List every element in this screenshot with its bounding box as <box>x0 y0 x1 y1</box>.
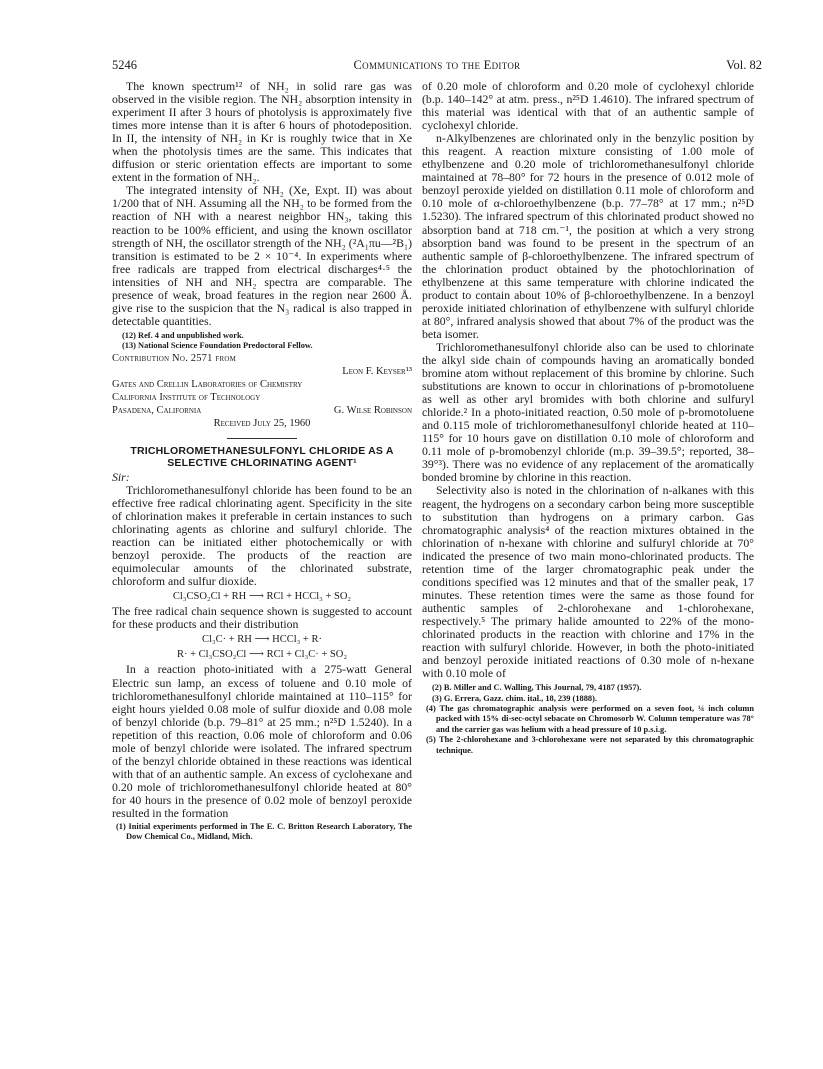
equation: R· + Cl₃CSO₂Cl ⟶ RCl + Cl₃C· + SO₂ <box>177 649 347 661</box>
paragraph: The free radical chain sequence shown is suggested to account for these products and their distribution <box>112 604 412 632</box>
section-divider <box>227 438 297 439</box>
footnote: (13) National Science Foundation Predoctoral Fellow. <box>122 341 313 351</box>
equation: Cl₃C· + RH ⟶ HCCl₃ + R· <box>202 634 322 646</box>
paragraph: n-Alkylbenzenes are chlorinated only in the benzylic position by this reagent. A reaction mixture consisting of 1.00 mole of ethylbenzene and 0.20 mole of trichloromethanesulfonyl chloride maintained at 78–80° for 72 hours in the presence of 0.012 mole of benzoyl peroxide yielded on distillation 0.11 mole of chloroform and 0.10 mole of α-chloroethylbenzene (b.p. 77–78° at 17 mm.; n²⁵D 1.5230). The infrared spectrum of this chlorinated product showed no absorption band at 718 cm.⁻¹, the position at which a very strong absorption band was found to be present in the spectrum of an authentic sample of β-chloroethylbenzene. The infrared spectrum of the chlorination product obtained by the photochlorination of ethylbenzene at this same temperature with chlorine indicated the product to contain about 10% of β-chloroethylbenzene. In a benzoyl peroxide initiated chlorination of ethylbenzene with sulfuryl chloride at 80°, infrared analysis showed that about 7% of the product was the beta isomer. <box>422 131 754 341</box>
author-line <box>112 365 412 378</box>
footnote: (1) Initial experiments performed in The E. C. Britton Research Laboratory, The Dow Chemical Co., Midland, Mich. <box>116 822 412 842</box>
article-title: TRICHLOROMETHANESULFONYL CHLORIDE AS A SELECTIVE CHLORINATING AGENT¹ <box>130 444 394 470</box>
paragraph: The integrated intensity of NH₂ (Xe, Expt. II) was about 1/200 that of NH. Assuming all the NH₂ to be formed from the reaction of NH with a nearest neighbor HN₃, taking this reaction to be 100% efficient, and using the known oscillator strength of NH, the oscillator strength of the NH₂ (²A₁πu—²B₁) transition is estimated to be 2 × 10⁻⁴. In experiments where free radicals are trapped from electrical discharges⁴·⁵ the intensities of NH and NH₂ spectra are comparable. The presence of weak, broad features in the region near 2600 Å. give rise to the suspicion that the N₃ radical is also trapped in detectable quantities. <box>112 183 412 328</box>
equation: Cl₃CSO₂Cl + RH ⟶ RCl + HCCl₃ + SO₂ <box>172 591 352 603</box>
received-date: Received July 25, 1960 <box>213 417 311 429</box>
affiliation-line <box>112 404 412 417</box>
affiliation-line <box>112 391 412 404</box>
footnote: (5) The 2-chlorohexane and 3-chlorohexane were not separated by this chromatographic technique. <box>426 735 754 755</box>
salutation: Sir: <box>112 469 130 484</box>
page-number: 5246 <box>112 58 137 72</box>
affiliation: Gates and Crellin Laboratories of Chemistry <box>112 378 303 390</box>
footnote: (4) The gas chromatographic analysis were performed on a seven foot, ¼ inch column packed with 15% di-sec-octyl sebacate on Chromosorb W. Column temperature was 78° and the carrier gas was helium with a head pressure of 10 p.s.i.g. <box>426 703 754 734</box>
footnote: (2) B. Miller and C. Walling, This Journal, 79, 4187 (1957). <box>432 683 642 693</box>
contribution-line: Contribution No. 2571 from <box>112 352 237 364</box>
paragraph: Selectivity also is noted in the chlorination of n-alkanes with this reagent, the hydrogens on a secondary carbon being more susceptible to substitution than hydrogens on a primary carbon. Gas chromatographic analysis⁴ of the reaction mixtures obtained in the chlorination of n-hexane with chlorine and sulfuryl chloride at 70° indicated the presence of two main mono-chlorinated products. The retention time of the larger chromatographic peak under the conditions specified was 12 minutes and that of the smaller peak, 17 minutes. These retention times were the same as those found for authentic samples of 2-chlorohexane and 1-chlorohexane, respectively.⁵ The primary halide amounted to 22% of the mono-chlorinated products in the reaction with chlorine and 17% in the reaction with sulfuryl chloride. However, in both the photo-initiated and benzoyl peroxide initiated reactions of 0.30 mole of n-hexane with 0.10 mole of <box>422 483 754 681</box>
author-name: Leon F. Keyser¹³ <box>342 365 412 377</box>
left-column <box>112 80 412 843</box>
affiliation: California Institute of Technology <box>112 391 261 403</box>
running-title: Communications to the Editor <box>353 58 521 72</box>
paragraph: The known spectrum¹² of NH₂ in solid rare gas was observed in the visible region. The NH₂ absorption intensity in experiment II after 3 hours of photolysis is approximately five times more intense than it is after 6 hours of photodeposition. In II, the intensity of NH₂ in Kr is roughly twice that in Xe when the photolysis times are the same. This indicates that diffusion or steric orientation effects are important to some extent in the formation of NH₂. <box>112 79 412 185</box>
footnote: (12) Ref. 4 and unpublished work. <box>122 330 244 340</box>
volume-label: Vol. 82 <box>726 58 762 72</box>
author-name: G. Wilse Robinson <box>333 404 412 416</box>
right-column <box>422 80 754 756</box>
affiliation: Pasadena, California <box>112 404 202 416</box>
footnote: (3) G. Errera, Gazz. chim. ital., 18, 239 (1888). <box>432 693 597 703</box>
paragraph: In a reaction photo-initiated with a 275-watt General Electric sun lamp, an excess of toluene and 0.10 mole of trichloromethanesulfonyl chloride maintained at 110–115° for eight hours yielded 0.08 mole of sulfur dioxide and 0.08 mole of benzyl chloride (b.p. 79–81° at 25 mm.; n²⁵D 1.5240). In a repetition of this reaction, 0.06 mole of chloroform and 0.06 mole of benzyl chloride were isolated. The infrared spectrum of the benzyl chloride obtained in these reactions was identical with that of an authentic sample. An excess of cyclohexane and 0.20 mole of trichloromethanesulfonyl chloride heated at 80° for 40 hours in the presence of 0.02 mole of benzoyl peroxide resulted in the formation <box>112 662 412 820</box>
affiliation-line <box>112 378 412 391</box>
paragraph: Trichloromethanesulfonyl chloride also can be used to chlorinate the alkyl side chain of compounds having an aromatically bonded bromine atom without replacement of this bromine by chlorine. Such substitutions are known to occur in chlorinations of p-bromotoluene as well as other aryl bromides with both chlorine and sulfuryl chloride.² In a photo-initiated reaction, 0.50 mole of p-bromotoluene and 0.115 mole of trichloromethanesulfonyl chloride heated at 110–115° for 10 hours gave on distillation 0.10 mole of chloroform and 0.11 mole of p-bromobenzyl chloride (m.p. 39–39.5°; reported, 38–39°³). There was no evidence of any replacement of the aromatically bonded bromine by chlorine in this reaction. <box>422 339 754 485</box>
paragraph: Trichloromethanesulfonyl chloride has been found to be an effective free radical chlorinating agent. Specificity in the site of chlorination makes it preferable in certain instances to such chlorinating agents as chlorine and sulfuryl chloride. The reaction can be initiated either photochemically or with benzoyl peroxide. The products of the reaction are equimolecular amounts of the chlorinated substrate, chloroform and sulfur dioxide. <box>112 482 412 589</box>
paragraph: of 0.20 mole of chloroform and 0.20 mole of cyclohexyl chloride (b.p. 140–142° at atm. press., n²⁵D 1.4610). The infrared spectrum of this material was identical with that of an authentic sample of cyclohexyl chloride. <box>422 79 754 133</box>
running-header <box>112 58 762 76</box>
